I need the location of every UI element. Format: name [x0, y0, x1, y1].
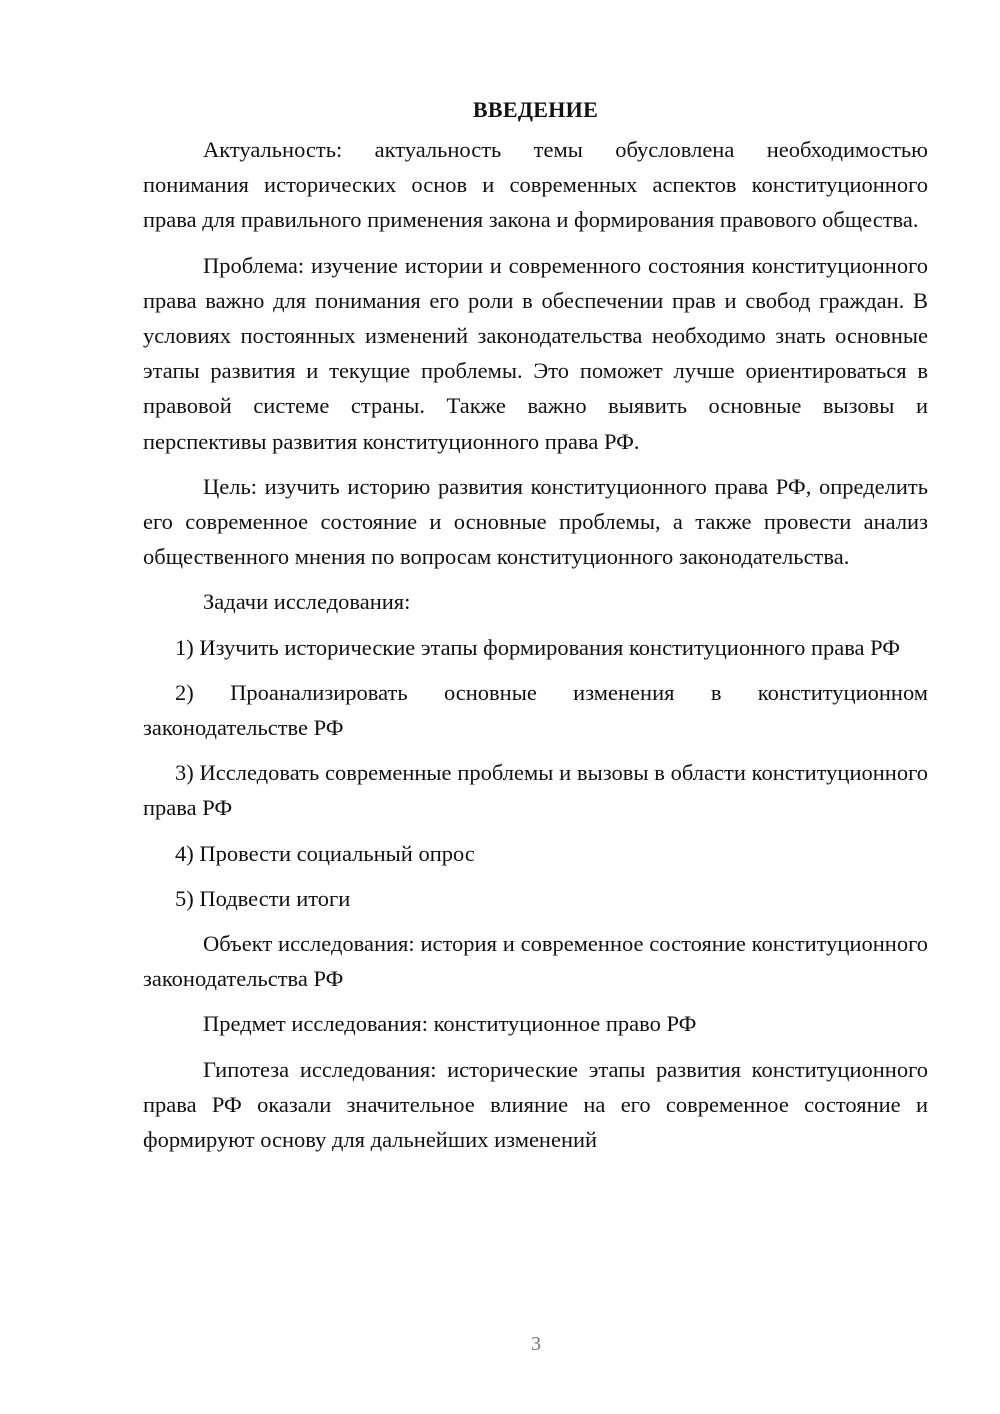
- paragraph-object: Объект исследования: история и современное состояние конституционного законодательства РФ: [143, 931, 928, 992]
- task-item-1: 1) Изучить исторические этапы формирования конституционного права РФ: [175, 634, 901, 660]
- paragraph-problem: Проблема: изучение истории и современного состояния конституционного права важно для понимания его роли в обеспечении прав и свобод граждан. В условиях постоянных изменений законодательства необходимо знать основные этапы развития и текущие проблемы. Это поможет лучше ориентироваться в правовой системе страны. Также важно выявить основные вызовы и перспективы развития конституционного права РФ.: [143, 252, 928, 454]
- tasks-title: Задачи исследования:: [203, 589, 411, 615]
- task-item-4: 4) Провести социальный опрос: [175, 840, 475, 866]
- page-body: [143, 92, 928, 1167]
- paragraph-hypothesis: Гипотеза исследования: исторические этапы развития конституционного права РФ оказали значительное влияние на его современное состояние и формируют основу для дальнейших изменений: [143, 1056, 928, 1153]
- section-heading: ВВЕДЕНИЕ: [472, 97, 599, 122]
- paragraph-relevance: Актуальность: актуальность темы обусловлена необходимостью понимания исторических основ и современных аспектов конституционного права для правильного применения закона и формирования правового общества.: [143, 137, 928, 233]
- task-item-3: 3) Исследовать современные проблемы и вызовы в области конституционного права РФ: [143, 760, 928, 821]
- paragraph-goal: Цель: изучить историю развития конституционного права РФ, определить его современное состояние и основные проблемы, а также провести анализ общественного мнения по вопросам конституционного законодательства.: [143, 473, 928, 570]
- paragraph-subject: Предмет исследования: конституционное право РФ: [203, 1011, 697, 1037]
- task-item-5: 5) Подвести итоги: [175, 885, 351, 911]
- page-number: 3: [531, 1333, 541, 1355]
- task-item-2: 2) Проанализировать основные изменения в конституционном законодательстве РФ: [143, 679, 928, 741]
